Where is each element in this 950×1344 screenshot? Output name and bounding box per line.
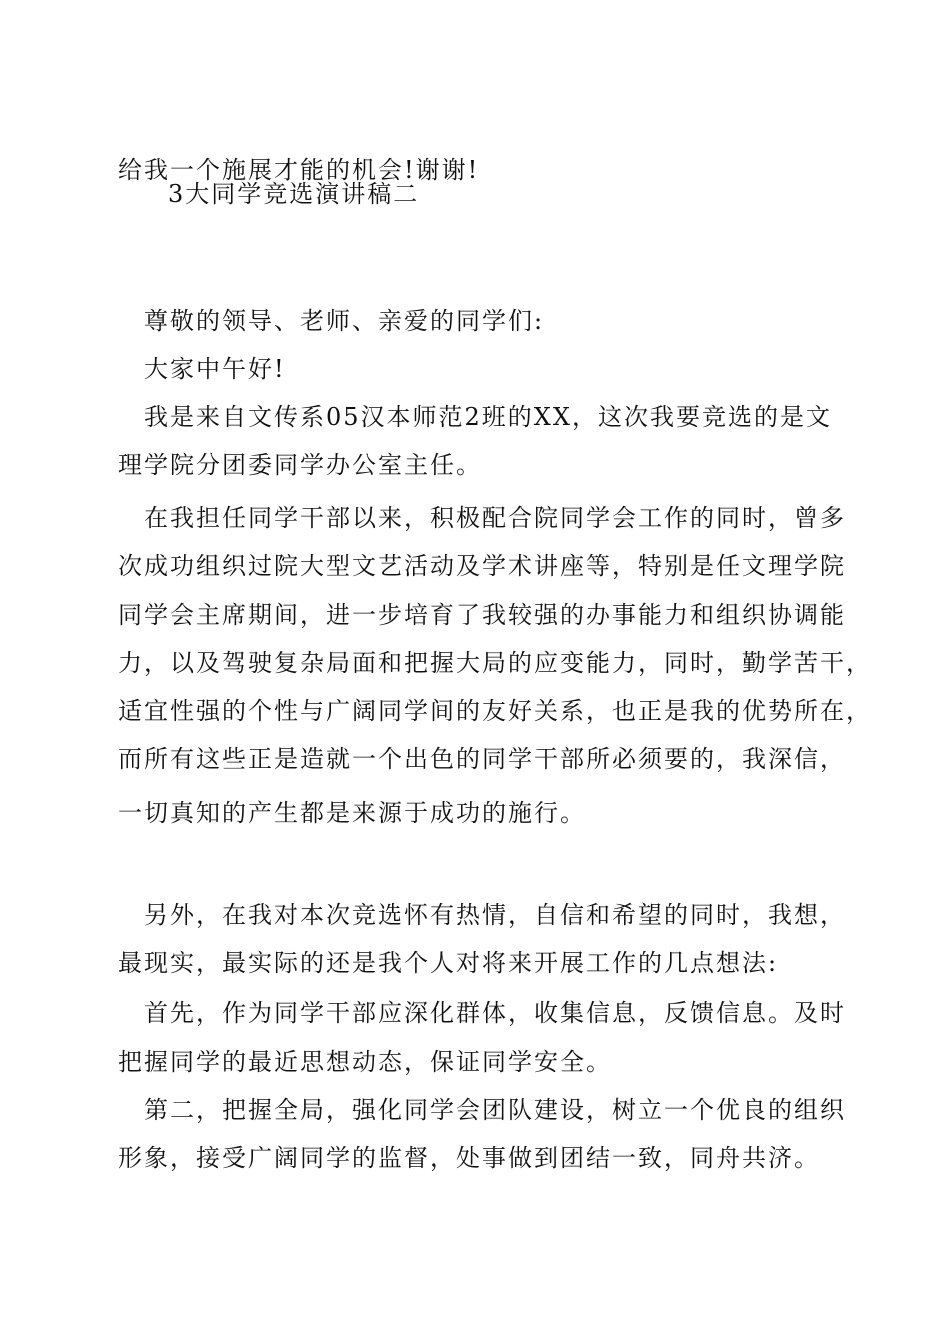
salutation: 尊敬的领导、老师、亲爱的同学们: <box>144 307 545 335</box>
closing-line: 给我一个施展才能的机会!谢谢! <box>118 156 480 184</box>
paragraph-line: 第二，把握全局，强化同学会团队建设，树立一个优良的组织 <box>144 1096 846 1124</box>
paragraph-line: 首先，作为同学干部应深化群体，收集信息，反馈信息。及时 <box>144 999 846 1027</box>
paragraph-line: 力，以及驾驶复杂局面和把握大局的应变能力，同时，勤学苦干， <box>118 649 872 677</box>
greeting: 大家中午好! <box>144 355 286 383</box>
paragraph-line: 而所有这些正是造就一个出色的同学干部所必须要的，我深信， <box>118 745 846 773</box>
paragraph-line: 最现实，最实际的还是我个人对将来开展工作的几点想法: <box>118 949 779 977</box>
section-title: 3大同学竞选演讲稿二 <box>168 180 420 208</box>
paragraph-line: 把握同学的最近思想动态，保证同学安全。 <box>118 1048 612 1076</box>
paragraph-line: 次成功组织过院大型文艺活动及学术讲座等，特别是任文理学院 <box>118 552 846 580</box>
paragraph-line: 形象，接受广阔同学的监督，处事做到团结一致，同舟共济。 <box>118 1144 820 1172</box>
paragraph-line: 在我担任同学干部以来，积极配合院同学会工作的同时，曾多 <box>144 504 846 532</box>
paragraph-line: 一切真知的产生都是来源于成功的施行。 <box>118 799 586 827</box>
paragraph-line: 我是来自文传系05汉本师范2班的XX，这次我要竞选的是文 <box>144 403 832 431</box>
paragraph-line: 同学会主席期间，进一步培育了我较强的办事能力和组织协调能 <box>118 601 846 629</box>
paragraph-line: 另外，在我对本次竞选怀有热情，自信和希望的同时，我想， <box>144 901 846 929</box>
paragraph-line: 理学院分团委同学办公室主任。 <box>118 451 482 479</box>
paragraph-line: 适宜性强的个性与广阔同学间的友好关系，也正是我的优势所在， <box>118 697 872 725</box>
